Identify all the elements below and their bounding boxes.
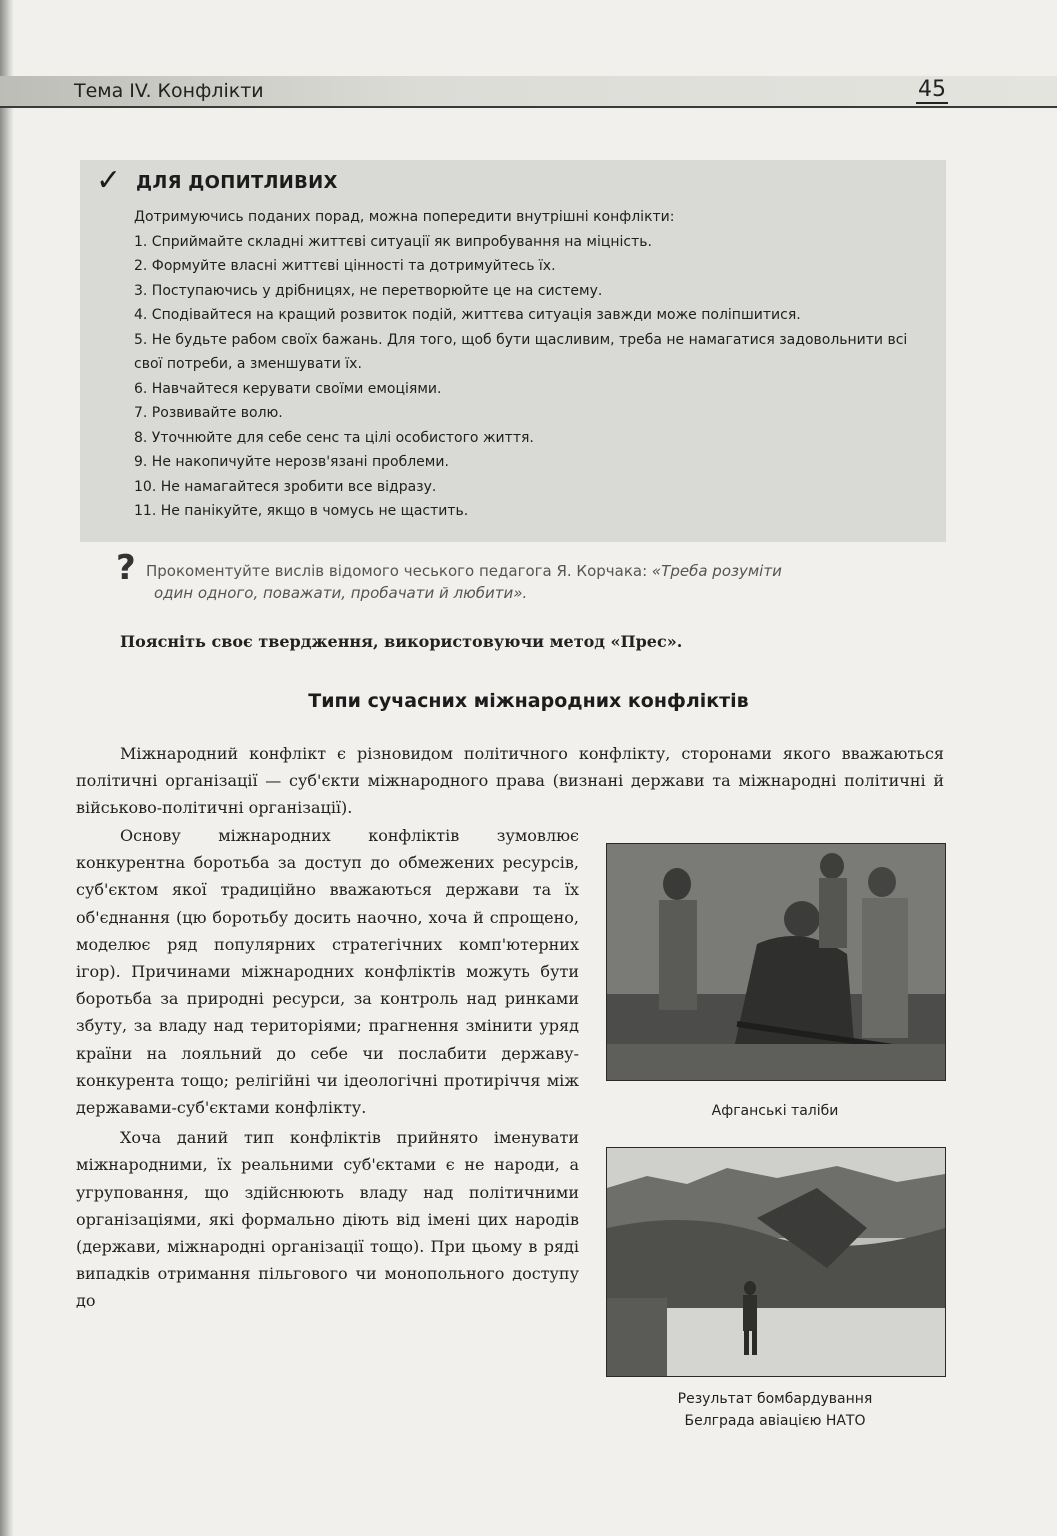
list-item: 11. Не панікуйте, якщо в чомусь не щастить. (134, 503, 469, 519)
paragraph-intro (76, 740, 944, 821)
question-prompt: Прокоментуйте вислів відомого чеського педагога Я. Корчака: (146, 562, 652, 580)
list-item: 9. Не накопичуйте нерозв'язані проблеми. (134, 454, 449, 470)
curious-box-text (134, 205, 934, 524)
photo-caption-line: Результат бомбардування (677, 1391, 873, 1407)
list-item: 8. Уточнюйте для себе сенс та цілі особистого життя. (134, 429, 534, 446)
photo-belgrade-illustration (607, 1148, 945, 1376)
list-item: 10. Не намагайтеся зробити все відразу. (134, 478, 437, 495)
photo-caption (605, 1388, 945, 1432)
curious-box-title: ДЛЯ ДОПИТЛИВИХ (136, 172, 338, 193)
list-item: 4. Сподівайтеся на кращий розвиток подій, життєва ситуація завжди може поліпшитися. (134, 307, 801, 323)
curious-box-intro: Дотримуючись поданих порад, можна попередити внутрішні конфлікти: (134, 209, 675, 225)
photo-belgrade-bombing (606, 1147, 946, 1377)
page-number: 45 (918, 77, 946, 102)
checkmark-icon: ✓ (96, 163, 122, 198)
paragraph-text: Хоча даний тип конфліктів прийнято іменувати міжнародними, їх реальними суб'єктами є не народи, а угруповання, що здійснюють владу над політичними організаціями, які формально діють від імені цих народів (держави, міжнародні організації тощо). При цьому в ряді випадків отримання пільгового чи монопольного доступу до (76, 1128, 579, 1311)
list-item: 2. Формуйте власні життєві цінності та дотримуйтесь їх. (134, 258, 556, 274)
photo-caption: Афганські таліби (711, 1103, 839, 1119)
photo-taliban-illustration (607, 844, 945, 1080)
section-title: Типи сучасних міжнародних конфліктів (308, 690, 749, 712)
list-item: 5. Не будьте рабом своїх бажань. Для того, щоб бути щасливим, треба не намагатися задовольнити всі свої потреби, а зменшувати їх. (134, 331, 908, 372)
list-item: 6. Навчайтеся керувати своїми емоціями. (134, 380, 442, 397)
list-item: 3. Поступаючись у дрібницях, не перетворюйте це на систему. (134, 282, 603, 299)
paragraph-text: Міжнародний конфлікт є різновидом політичного конфлікту, сторонами якого вважаються політичні організації — суб'єкти міжнародного права (визнані держави та міжнародні політичні й військово-політичні організації). (76, 744, 944, 817)
question-quote-part1: «Треба розуміти (651, 562, 782, 580)
page-edge-shadow (0, 0, 14, 1536)
question-text (146, 558, 946, 584)
photo-caption-line: Белграда авіацією НАТО (684, 1413, 866, 1429)
running-header-title: Тема IV. Конфлікти (74, 80, 264, 102)
photo-afghan-taliban (606, 843, 946, 1081)
question-quote-part2: один одного, поважати, пробачати й любити». (154, 584, 528, 602)
text-column (76, 822, 579, 1315)
question-icon: ? (116, 548, 136, 588)
list-item: 1. Сприймайте складні життєві ситуації як випробування на міцність. (134, 233, 652, 250)
header-rule (0, 106, 1057, 108)
paragraph-text: Основу міжнародних конфліктів зумовлює конкурентна боротьба за доступ до обмежених ресурсів, суб'єктом якої традиційно вважаються держави та їх об'єднання (цю боротьбу досить наочно, хоча й спрощено, моделює ряд популярних стратегічних комп'ютерних ігор). Причинами міжнародних конфліктів можуть бути боротьба за природні ресурси, за контроль над ринками збуту, за владу над територіями; прагнення змінити уряд країни на лояльний до себе чи послабити державу-конкурента тощо; релігійні чи ідеологічні протиріччя між державами-суб'єктами конфлікту. (76, 826, 579, 1118)
list-item: 7. Розвивайте волю. (134, 405, 283, 421)
explain-task: Поясніть своє твердження, використовуючи метод «Прес». (120, 632, 683, 651)
